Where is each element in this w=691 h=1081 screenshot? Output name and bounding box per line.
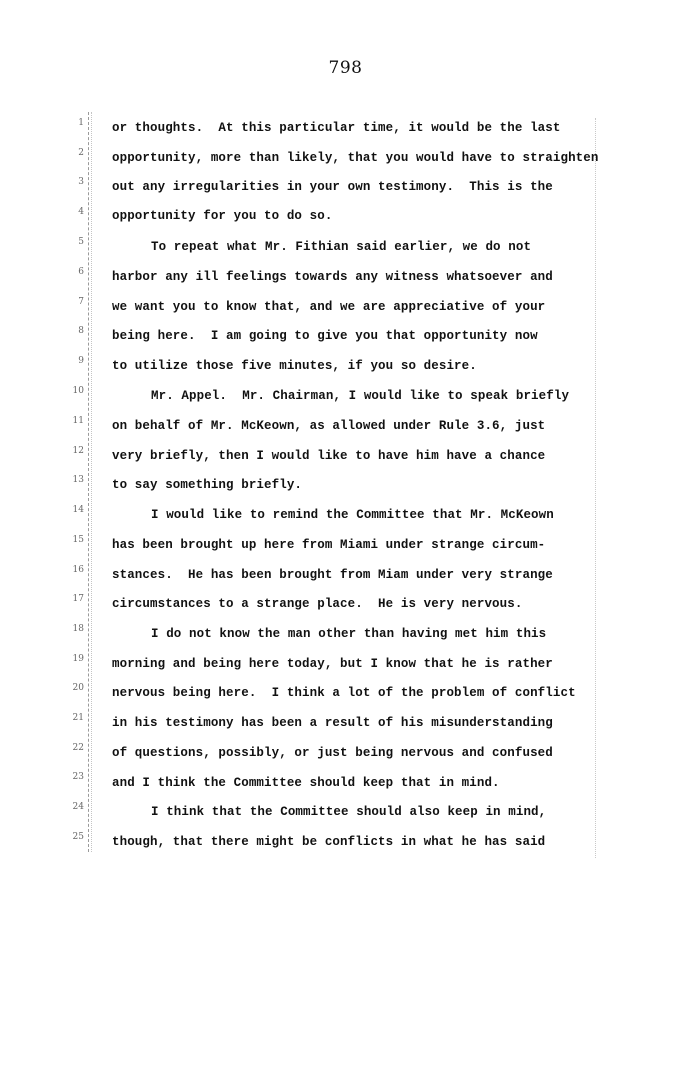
line-number: 24 [72, 802, 84, 812]
transcript-line: of questions, possibly, or just being nervous and confused [112, 746, 553, 760]
line-number: 3 [78, 177, 84, 187]
line-number: 13 [72, 475, 84, 485]
line-number: 25 [72, 832, 84, 842]
line-number: 4 [78, 207, 84, 217]
transcript-line: though, that there might be conflicts in what he has said [112, 835, 546, 849]
transcript-line: on behalf of Mr. McKeown, as allowed under Rule 3.6, just [112, 419, 546, 433]
transcript-line: we want you to know that, and we are appreciative of your [112, 300, 546, 314]
transcript-line: To repeat what Mr. Fithian said earlier, we do not [151, 240, 532, 254]
transcript-line: I do not know the man other than having met him this [151, 627, 547, 641]
transcript-line: nervous being here. I think a lot of the problem of conflict [112, 686, 576, 700]
line-number: 14 [72, 505, 84, 515]
line-number: 18 [72, 624, 84, 634]
line-number: 22 [72, 743, 84, 753]
line-number: 8 [78, 326, 84, 336]
transcript-line: out any irregularities in your own testimony. This is the [112, 180, 553, 194]
line-number: 16 [72, 565, 84, 575]
line-number: 1 [78, 118, 84, 128]
line-number: 17 [72, 594, 84, 604]
transcript-line: opportunity, more than likely, that you would have to straighten [112, 151, 599, 165]
transcript-line: opportunity for you to do so. [112, 209, 333, 223]
transcript-line: I would like to remind the Committee that Mr. McKeown [151, 508, 554, 522]
line-number: 9 [78, 356, 84, 366]
transcript-line: to say something briefly. [112, 478, 303, 492]
transcript-line: in his testimony has been a result of his misunderstanding [112, 716, 553, 730]
page-number: 798 [328, 58, 363, 78]
line-number: 15 [72, 535, 84, 545]
transcript-line: very briefly, then I would like to have him have a chance [112, 449, 546, 463]
transcript-line: circumstances to a strange place. He is very nervous. [112, 597, 523, 611]
transcript-line: being here. I am going to give you that opportunity now [112, 329, 538, 343]
transcript-line: or thoughts. At this particular time, it would be the last [112, 121, 561, 135]
right-margin-rule [595, 118, 596, 858]
line-number: 6 [78, 267, 84, 277]
transcript-line: stances. He has been brought from Miam under very strange [112, 568, 553, 582]
left-margin-rule-secondary [91, 112, 92, 852]
transcript-line: harbor any ill feelings towards any witness whatsoever and [112, 270, 553, 284]
left-margin-rule [88, 112, 89, 852]
line-number: 10 [72, 386, 84, 396]
line-number: 23 [72, 772, 84, 782]
transcript-line: to utilize those five minutes, if you so desire. [112, 359, 477, 373]
line-number: 19 [72, 654, 84, 664]
line-number: 20 [72, 683, 84, 693]
line-number: 5 [78, 237, 84, 247]
line-number: 12 [72, 446, 84, 456]
line-number: 21 [72, 713, 84, 723]
line-number: 11 [72, 416, 84, 426]
transcript-line: and I think the Committee should keep that in mind. [112, 776, 500, 790]
transcript-line: I think that the Committee should also keep in mind, [151, 805, 547, 819]
transcript-line: morning and being here today, but I know that he is rather [112, 657, 553, 671]
transcript-line: Mr. Appel. Mr. Chairman, I would like to speak briefly [151, 389, 570, 403]
line-number: 2 [78, 148, 84, 158]
transcript-line: has been brought up here from Miami under strange circum- [112, 538, 546, 552]
line-number: 7 [78, 297, 84, 307]
